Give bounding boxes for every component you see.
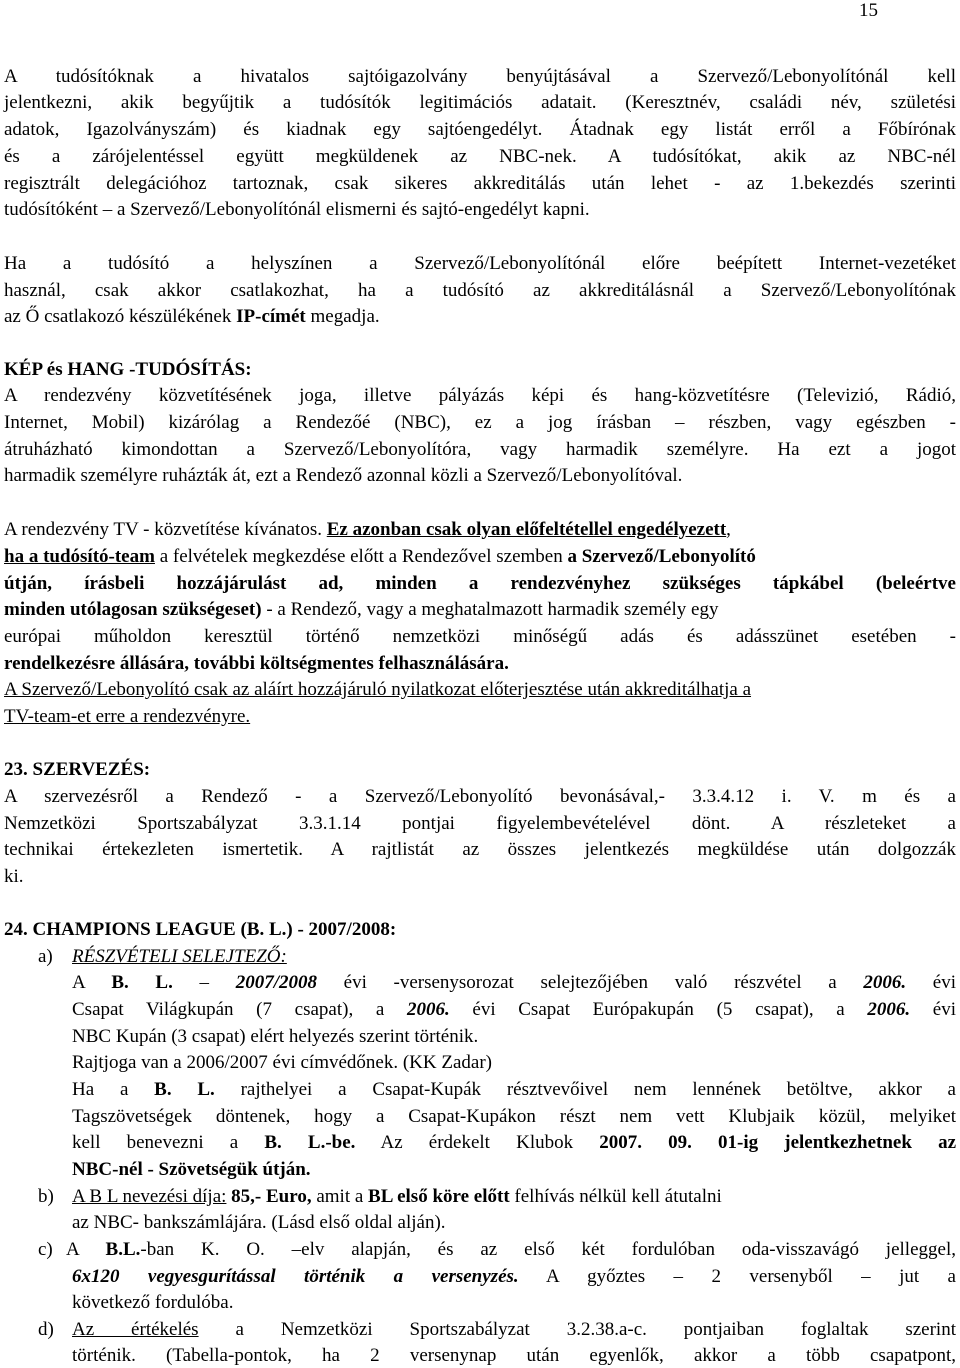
text-line [72,1318,956,1342]
text-span: évi [906,972,956,993]
text-span: az Ő csatlakozó készülékének [4,306,237,327]
text-line: átruházható kimondottan a Szervező/Lebonyolítóra, vagy harmadik személyre. Ha ezt a jogot [4,439,956,460]
text-line [72,998,956,1022]
text-line: A tudósítóknak a hivatalos sajtóigazolvány benyújtásával a Szervező/Lebonyolítónál kell [4,66,956,87]
text-span: , [726,519,731,540]
text-span: – [172,972,236,993]
text-line: jelentkezni, akik begyűjtik a tudósítók legitimációs adatait. (Keresztnév, családi név, születési [4,92,956,113]
text-line: A szervezésről a Rendező - a Szervező/Lebonyolító bevonásával,- 3.3.4.12 i. V. m és a [4,786,956,807]
text-line [72,1158,956,1182]
list-marker: d) [38,1319,54,1340]
text-line: történik. (Tabella-pontok, ha 2 versenynap után egyenlők, akkor a több csapatpont, [72,1345,956,1366]
text-bold: B. L. [154,1079,215,1100]
text-line: adatok, Igazolványszám) és kiadnak egy sajtóengedélyt. Átadnak egy listát erről a Főbírónak [4,119,956,140]
text-line: Ha a tudósító a helyszínen a Szervező/Lebonyolítónál előre beépített Internet-vezetéket [4,253,956,274]
text-span: A [72,972,112,993]
text-span: Az érdekelt Klubok [355,1132,600,1153]
text-line [66,1238,956,1262]
text-span: Ha a [72,1079,155,1100]
text-line [4,572,956,596]
text-line: harmadik személyre ruházták át, ezt a Rendező azonnal közli a Szervező/Lebonyolítóval. [4,465,683,486]
text-span: a felvételek megkezdése előtt a Rendezővel szemben [154,546,568,567]
text-span: amit a [311,1186,369,1207]
text-span: - a Rendező, vagy a meghatalmazott harmadik személy egy [261,599,719,620]
text-bold-italic: 2007/2008 [235,972,317,993]
title-underline-italic: RÉSZVÉTELI SELEJTEZŐ: [72,946,287,967]
text-span: kell benevezni a [72,1132,265,1153]
text-span: Csapat Világkupán (7 csapat), a [72,999,407,1020]
text-bold: B. L.-be. [264,1132,356,1153]
list-marker: b) [38,1186,54,1207]
list-title [72,945,956,969]
text-span: A [66,1239,106,1260]
text-span: évi [910,999,956,1020]
text-span: a Nemzetközi Sportszabályzat 3.2.38.a-c. pontjaiban foglaltak szerint [198,1319,956,1340]
text-line: Nemzetközi Sportszabályzat 3.3.1.14 pontjai figyelembevételével dönt. A részleteket a [4,813,956,834]
text-bold: B.L. [105,1239,141,1260]
heading-section-24 [4,918,956,942]
text-line [4,518,956,542]
text-span: felhívás nélkül kell átutalni [509,1186,722,1207]
text-line: következő fordulóba. [72,1292,234,1313]
text-line: A Szervező/Lebonyolító csak az aláírt hozzájáruló nyilatkozat előterjesztése után akkreditálhatja a [4,679,752,700]
text-bold: útján, írásbeli hozzájárulást ad, minden a rendezvényhez szükséges tápkábel (beleértve [4,573,956,594]
text-bold: 85,- Euro, [231,1186,312,1207]
text-line [4,545,956,569]
text-bold: B. L. [111,972,173,993]
text-line [4,305,956,329]
text-line: NBC Kupán (3 csapat) elért helyezés szerint történik. [72,1026,479,1047]
heading-section-23 [4,758,956,782]
text-line: használ, csak akkor csatlakozhat, ha a tudósító az akkreditálásnál a Szervező/Lebonyolítónak [4,280,956,301]
text-span: megadja. [305,306,380,327]
heading-text: KÉP és HANG -TUDÓSÍTÁS: [4,359,252,380]
text-line: Rajtjoga van a 2006/2007 évi címvédőnek. (KK Zadar) [72,1052,492,1073]
text-span: A rendezvény TV - közvetítése kívánatos. [4,519,327,540]
text-bold-italic: 6x120 vegyesgurítással történik a versenyzés. [72,1266,519,1287]
text-bold: a Szervező/Lebonyolító [567,546,756,567]
text-span: évi -versenysorozat selejtezőjében való részvétel a [316,972,864,993]
heading-text: 23. SZERVEZÉS: [4,759,151,780]
heading-kep-hang [4,358,956,382]
text-span: rajthelyei a Csapat-Kupák résztvevőivel nem lennének betöltve, akkor a [214,1079,956,1100]
text-span: A győztes – 2 versenyből – jut a [518,1266,956,1287]
text-line: technikai értekezleten ismertetik. A rajtlistát az összes jelentkezés megküldése után dolgozzák [4,839,956,860]
text-line [72,1078,956,1102]
text-line: ki. [4,866,24,887]
text-line: Tagszövetségek döntenek, hogy a Csapat-Kupákon részt nem vett Klubjaik közül, melyiket [72,1106,956,1127]
text-bold: minden utólagosan szükségeset) [4,599,262,620]
text-line [72,1131,956,1155]
text-line: TV-team-et erre a rendezvényre. [4,706,251,727]
text-bold: rendelkezésre állására, további költségmentes felhasználására. [4,653,509,674]
text-bold-italic: 2006. [867,999,911,1020]
text-bold-underline: Ez azonban csak olyan előfeltétellel engedélyezett [326,519,727,540]
text-bold: 2007. 09. 01-ig jelentkezhetnek az [599,1132,956,1153]
text-underline: Az értékelés [72,1319,199,1340]
text-underline: A B L nevezési díja: [72,1186,227,1207]
text-bold: BL első köre előtt [368,1186,510,1207]
text-line [4,598,956,622]
text-line [72,1185,956,1209]
text-bold-italic: 2006. [863,972,907,993]
text-line: európai műholdon keresztül történő nemzetközi minőségű adás és adásszünet esetében - [4,626,956,647]
text-line: regisztrált delegációhoz tartoznak, csak sikeres akkreditálás után lehet - az 1.bekezdés szerinti [4,173,956,194]
text-bold: NBC-nél - Szövetségük útján. [72,1159,311,1180]
text-line: tudósítóként – a Szervező/Lebonyolítónál elismerni és sajtó-engedélyt kapni. [4,199,590,220]
list-marker: c) [38,1239,53,1260]
text-line: A rendezvény közvetítésének joga, illetve pályázás képi és hang-közvetítésre (Televizió, Rádió, [4,385,956,406]
text-line [4,652,956,676]
list-marker: a) [38,946,53,967]
text-line: és a zárójelentéssel együtt megküldenek az NBC-nek. A tudósítókat, akik az NBC-nél [4,146,956,167]
heading-text: 24. CHAMPIONS LEAGUE (B. L.) - 2007/2008: [4,919,397,940]
text-bold-italic: 2006. [406,999,450,1020]
text-line: az NBC- bankszámlájára. (Lásd első oldal alján). [72,1212,446,1233]
text-line: Internet, Mobil) kizárólag a Rendezőé (NBC), ez a jog írásban – részben, vagy egészben - [4,412,956,433]
text-bold-underline: ha a tudósító-team [4,546,155,567]
text-line [72,1265,956,1289]
text-span: -ban K. O. –elv alapján, és az első két fordulóban oda-visszavágó jelleggel, [140,1239,956,1260]
ip-address-bold: IP-címét [236,306,306,327]
text-span: évi Csapat Európakupán (5 csapat), a [449,999,868,1020]
page-number: 15 [859,0,878,21]
text-line [72,971,956,995]
